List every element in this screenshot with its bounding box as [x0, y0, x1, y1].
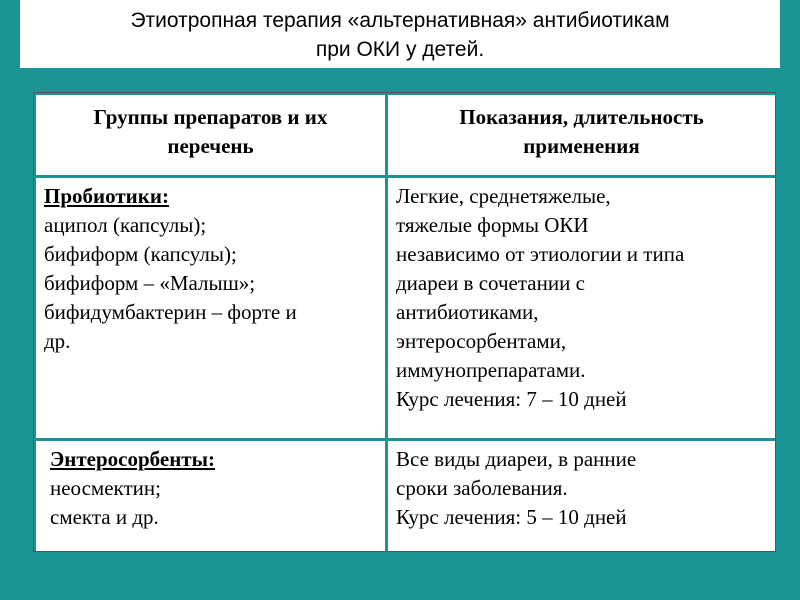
probiotics-indication: независимо от этиологии и типа [396, 242, 685, 266]
header-groups-label: Группы препаратов и их перечень [93, 105, 328, 158]
title-line-1: Этиотропная терапия «альтернативная» антибиотикам [130, 9, 670, 32]
probiotics-indications-cell [388, 178, 775, 438]
enterosorbents-indication: Все виды диареи, в ранние [396, 447, 637, 471]
probiotics-item: бифидумбактерин – форте и [44, 300, 297, 324]
header-cell-groups [36, 95, 385, 175]
probiotics-indication: тяжелые формы ОКИ [396, 213, 589, 237]
probiotics-group-title: Пробиотики: [44, 184, 169, 208]
probiotics-item: аципол (капсулы); [44, 213, 207, 237]
probiotics-item: др. [44, 329, 71, 353]
enterosorbents-course: Курс лечения: 5 – 10 дней [396, 505, 627, 529]
enterosorbents-indication: сроки заболевания. [396, 476, 568, 500]
probiotics-course: Курс лечения: 7 – 10 дней [396, 387, 627, 411]
enterosorbents-group-title: Энтеросорбенты: [50, 447, 216, 471]
header-cell-indications [388, 95, 775, 175]
title-line-2: при ОКИ у детей. [315, 38, 485, 61]
header-indications-label: Показания, длительность применения [459, 105, 704, 158]
enterosorbents-item: смекта и др. [50, 505, 159, 529]
probiotics-indication: энтеросорбентами, [396, 329, 567, 353]
enterosorbents-cell [36, 441, 385, 551]
therapy-table [33, 92, 776, 552]
probiotics-indication: Легкие, среднетяжелые, [396, 184, 611, 208]
probiotics-item: бифиформ (капсулы); [44, 242, 237, 266]
probiotics-indication: диареи в сочетании с [396, 271, 585, 295]
probiotics-indication: иммунопрепаратами. [396, 358, 586, 382]
slide-title [20, 0, 780, 68]
probiotics-cell [36, 178, 385, 438]
enterosorbents-item: неосмектин; [50, 476, 161, 500]
probiotics-indication: антибиотиками, [396, 300, 539, 324]
enterosorbents-indications-cell [388, 441, 775, 551]
probiotics-item: бифиформ – «Малыш»; [44, 271, 256, 295]
